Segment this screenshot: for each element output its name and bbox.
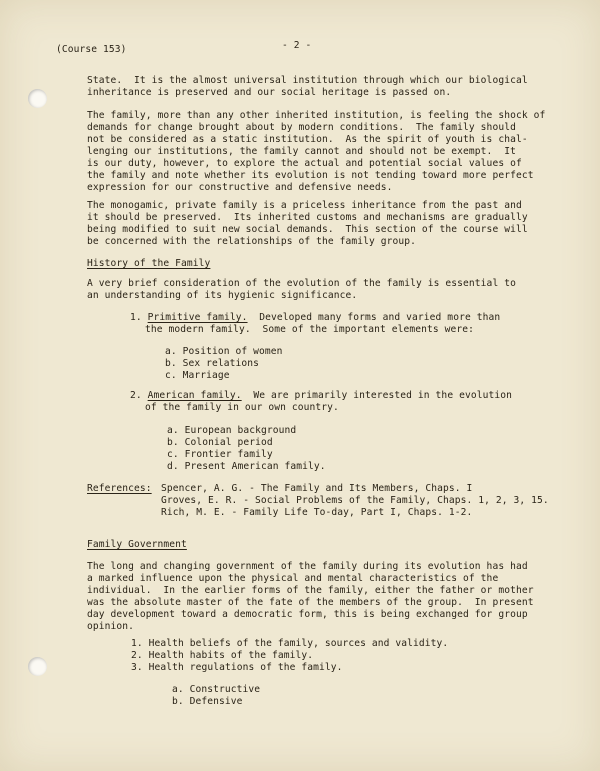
sub-list-item: d. Present American family. bbox=[167, 461, 326, 472]
text-line: the family and note whether its evolution is not tending toward more perfect bbox=[87, 170, 534, 181]
sub-list-item: c. Frontier family bbox=[167, 449, 273, 460]
text-line: is our duty, however, to explore the actual and potential social values of bbox=[87, 158, 522, 169]
section-heading-government: Family Government bbox=[87, 539, 187, 550]
page-number: - 2 - bbox=[282, 40, 312, 51]
list-item: 3. Health regulations of the family. bbox=[131, 662, 343, 673]
text-line: lenging our institutions, the family cannot and should not be exempt. It bbox=[87, 146, 516, 157]
text-line: inheritance is preserved and our social heritage is passed on. bbox=[87, 87, 452, 98]
text-line: individual. In the earlier forms of the family, either the father or mother bbox=[87, 585, 534, 596]
text-line: being modified to suit new social demands. This section of the course will bbox=[87, 224, 528, 235]
text-line: expression for our constructive and defensive needs. bbox=[87, 182, 393, 193]
list-item: 2. American family. We are primarily interested in the evolution bbox=[130, 390, 512, 401]
list-item: 2. Health habits of the family. bbox=[131, 650, 314, 661]
text-line: was the absolute master of the fate of the members of the group. In present bbox=[87, 597, 534, 608]
list-item: 1. Primitive family. Developed many forms and varied more than bbox=[130, 312, 501, 323]
text-line: an understanding of its hygienic significance. bbox=[87, 290, 358, 301]
sub-list-item: b. Defensive bbox=[172, 696, 243, 707]
text-line: demands for change brought about by modern conditions. The family should bbox=[87, 122, 516, 133]
punch-hole bbox=[28, 657, 47, 676]
punch-hole bbox=[28, 89, 47, 108]
reference-entry: Spencer, A. G. - The Family and Its Members, Chaps. I bbox=[161, 483, 473, 494]
text-line: not be considered as a static institution. As the spirit of youth is chal- bbox=[87, 134, 528, 145]
text-line: it should be preserved. Its inherited customs and mechanisms are gradually bbox=[87, 212, 528, 223]
sub-list-item: b. Colonial period bbox=[167, 437, 273, 448]
text-line: The family, more than any other inherited institution, is feeling the shock of bbox=[87, 110, 546, 121]
text-line: State. It is the almost universal institution through which our biological bbox=[87, 75, 528, 86]
course-label: (Course 153) bbox=[56, 44, 127, 55]
text-line: of the family in our own country. bbox=[145, 402, 339, 413]
sub-list-item: a. Constructive bbox=[172, 684, 261, 695]
sub-list-item: b. Sex relations bbox=[165, 358, 260, 369]
reference-entry: Groves, E. R. - Social Problems of the Family, Chaps. 1, 2, 3, 15. bbox=[161, 495, 549, 506]
text-line: day development toward a democratic form, this is being exchanged for group bbox=[87, 609, 528, 620]
text-line: The monogamic, private family is a priceless inheritance from the past and bbox=[87, 200, 522, 211]
list-item: 1. Health beliefs of the family, sources and validity. bbox=[131, 638, 449, 649]
sub-list-item: a. European background bbox=[167, 425, 297, 436]
section-heading-history: History of the Family bbox=[87, 258, 211, 269]
text-line: opinion. bbox=[87, 621, 135, 632]
reference-entry: Rich, M. E. - Family Life To-day, Part I, Chaps. 1-2. bbox=[161, 507, 473, 518]
text-line: the modern family. Some of the important elements were: bbox=[145, 324, 475, 335]
text-line: be concerned with the relationships of the family group. bbox=[87, 236, 417, 247]
text-line: a marked influence upon the physical and mental characteristics of the bbox=[87, 573, 499, 584]
text-line: The long and changing government of the family during its evolution has had bbox=[87, 561, 528, 572]
sub-list-item: a. Position of women bbox=[165, 346, 283, 357]
sub-list-item: c. Marriage bbox=[165, 370, 230, 381]
text-line: A very brief consideration of the evolution of the family is essential to bbox=[87, 278, 516, 289]
references-label: References: bbox=[87, 483, 152, 494]
